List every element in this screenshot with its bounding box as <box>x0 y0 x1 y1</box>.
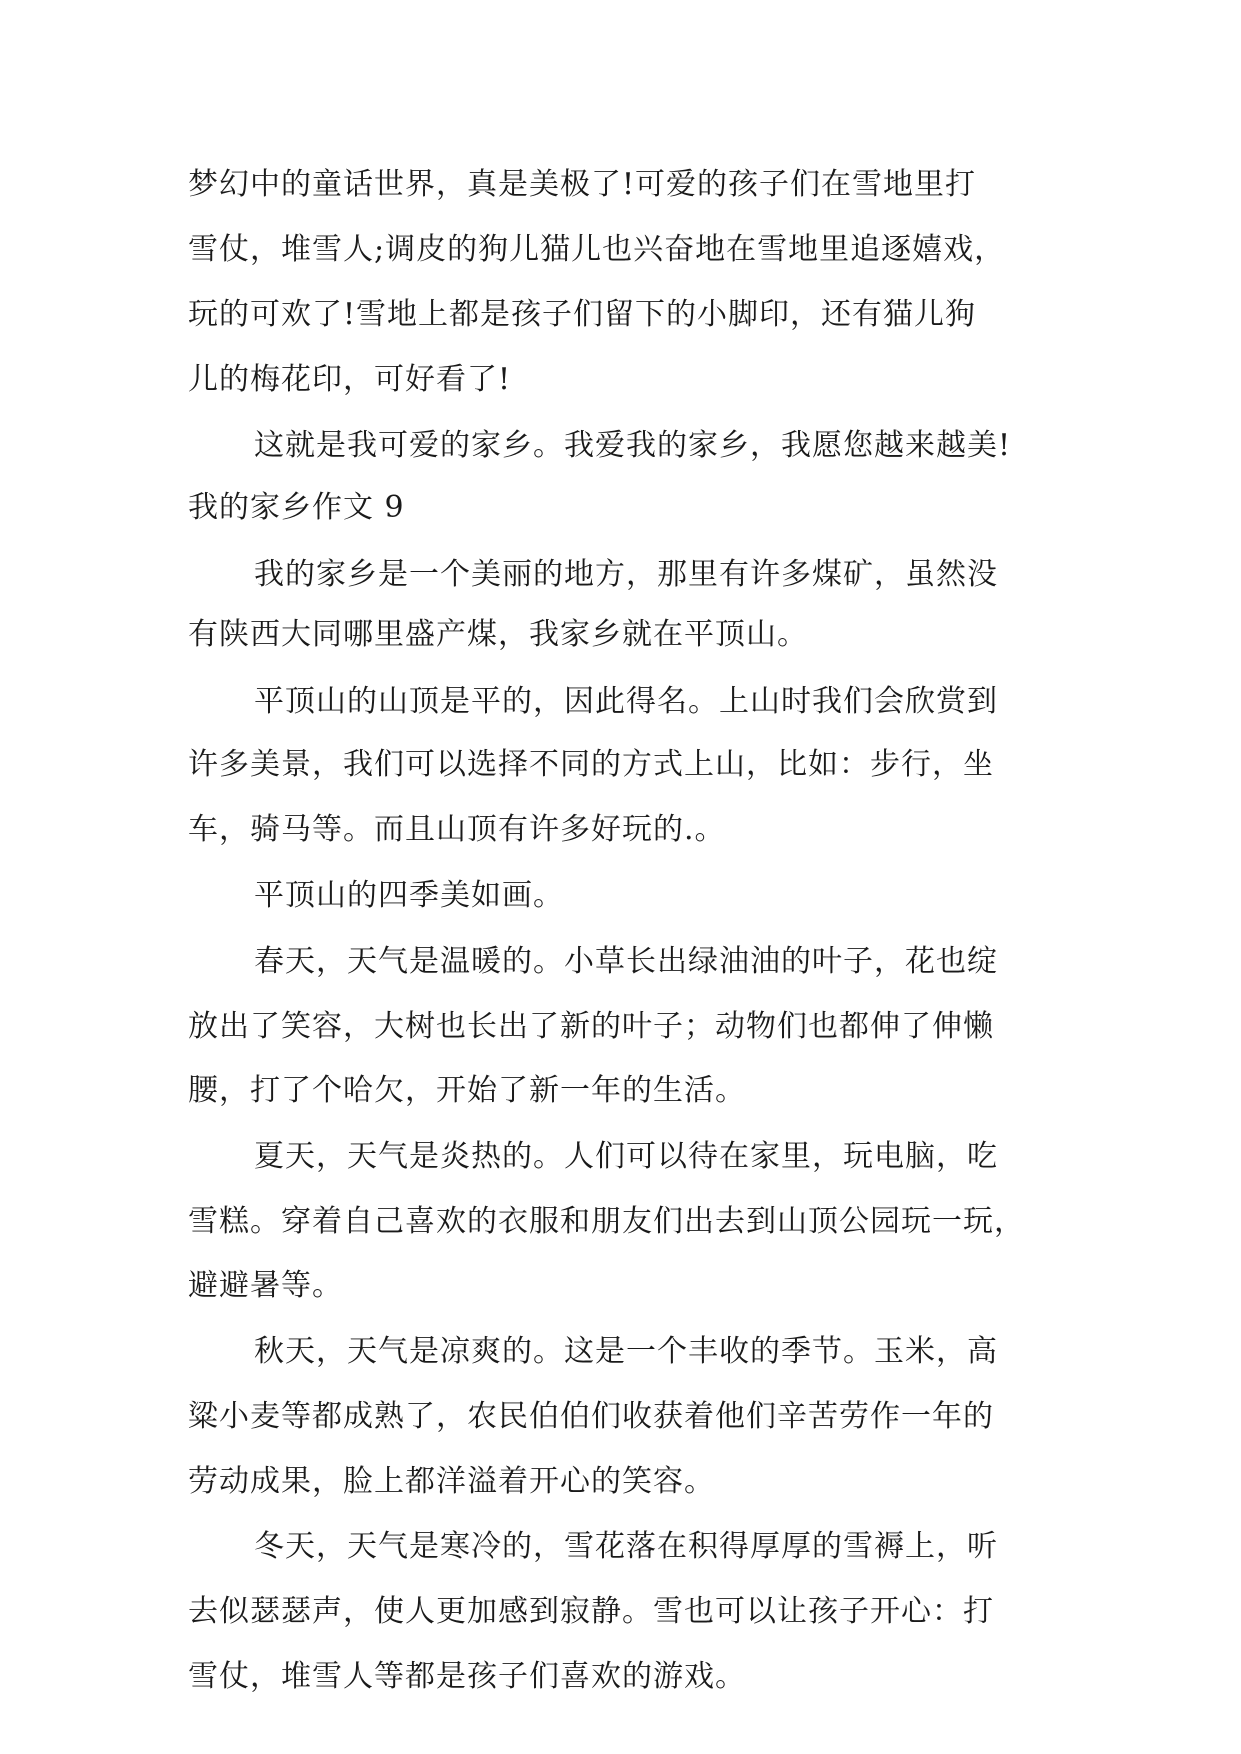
text-line: 车，骑马等。而且山顶有许多好玩的.。 <box>188 812 726 847</box>
text-line: 去似瑟瑟声，使人更加感到寂静。雪也可以让孩子开心：打 <box>188 1594 994 1629</box>
text-line: 秋天，天气是凉爽的。这是一个丰收的季节。玉米，高 <box>254 1334 998 1369</box>
text-line: 玩的可欢了!雪地上都是孩子们留下的小脚印，还有猫儿狗 <box>188 297 977 332</box>
text-line: 这就是我可爱的家乡。我爱我的家乡，我愿您越来越美! <box>254 428 1012 463</box>
text-line: 雪仗，堆雪人;调皮的狗儿猫儿也兴奋地在雪地里追逐嬉戏， <box>188 232 1006 267</box>
text-line: 雪仗，堆雪人等都是孩子们喜欢的游戏。 <box>188 1659 746 1694</box>
text-line: 冬天，天气是寒冷的，雪花落在积得厚厚的雪褥上，听 <box>254 1529 998 1564</box>
text-line: 我的家乡是一个美丽的地方，那里有许多煤矿，虽然没 <box>254 557 998 592</box>
text-line: 劳动成果，脸上都洋溢着开心的笑容。 <box>188 1464 715 1499</box>
text-line: 放出了笑容，大树也长出了新的叶子；动物们也都伸了伸懒 <box>188 1009 994 1044</box>
text-line: 许多美景，我们可以选择不同的方式上山，比如：步行，坐 <box>188 747 994 782</box>
text-line: 腰，打了个哈欠，开始了新一年的生活。 <box>188 1073 746 1108</box>
section-heading: 我的家乡作文 9 <box>188 490 405 525</box>
text-line: 避避暑等。 <box>188 1268 343 1303</box>
text-line: 雪糕。穿着自己喜欢的衣服和朋友们出去到山顶公园玩一玩， <box>188 1204 1025 1239</box>
text-line: 平顶山的山顶是平的，因此得名。上山时我们会欣赏到 <box>254 684 998 719</box>
text-line: 粱小麦等都成熟了，农民伯伯们收获着他们辛苦劳作一年的 <box>188 1399 994 1434</box>
text-line: 春天，天气是温暖的。小草长出绿油油的叶子，花也绽 <box>254 944 998 979</box>
text-line: 儿的梅花印，可好看了! <box>188 362 512 397</box>
text-line: 梦幻中的童话世界，真是美极了!可爱的孩子们在雪地里打 <box>188 167 977 202</box>
text-line: 夏天，天气是炎热的。人们可以待在家里，玩电脑，吃 <box>254 1139 998 1174</box>
text-line: 有陕西大同哪里盛产煤，我家乡就在平顶山。 <box>188 617 808 652</box>
text-line: 平顶山的四季美如画。 <box>254 878 564 913</box>
